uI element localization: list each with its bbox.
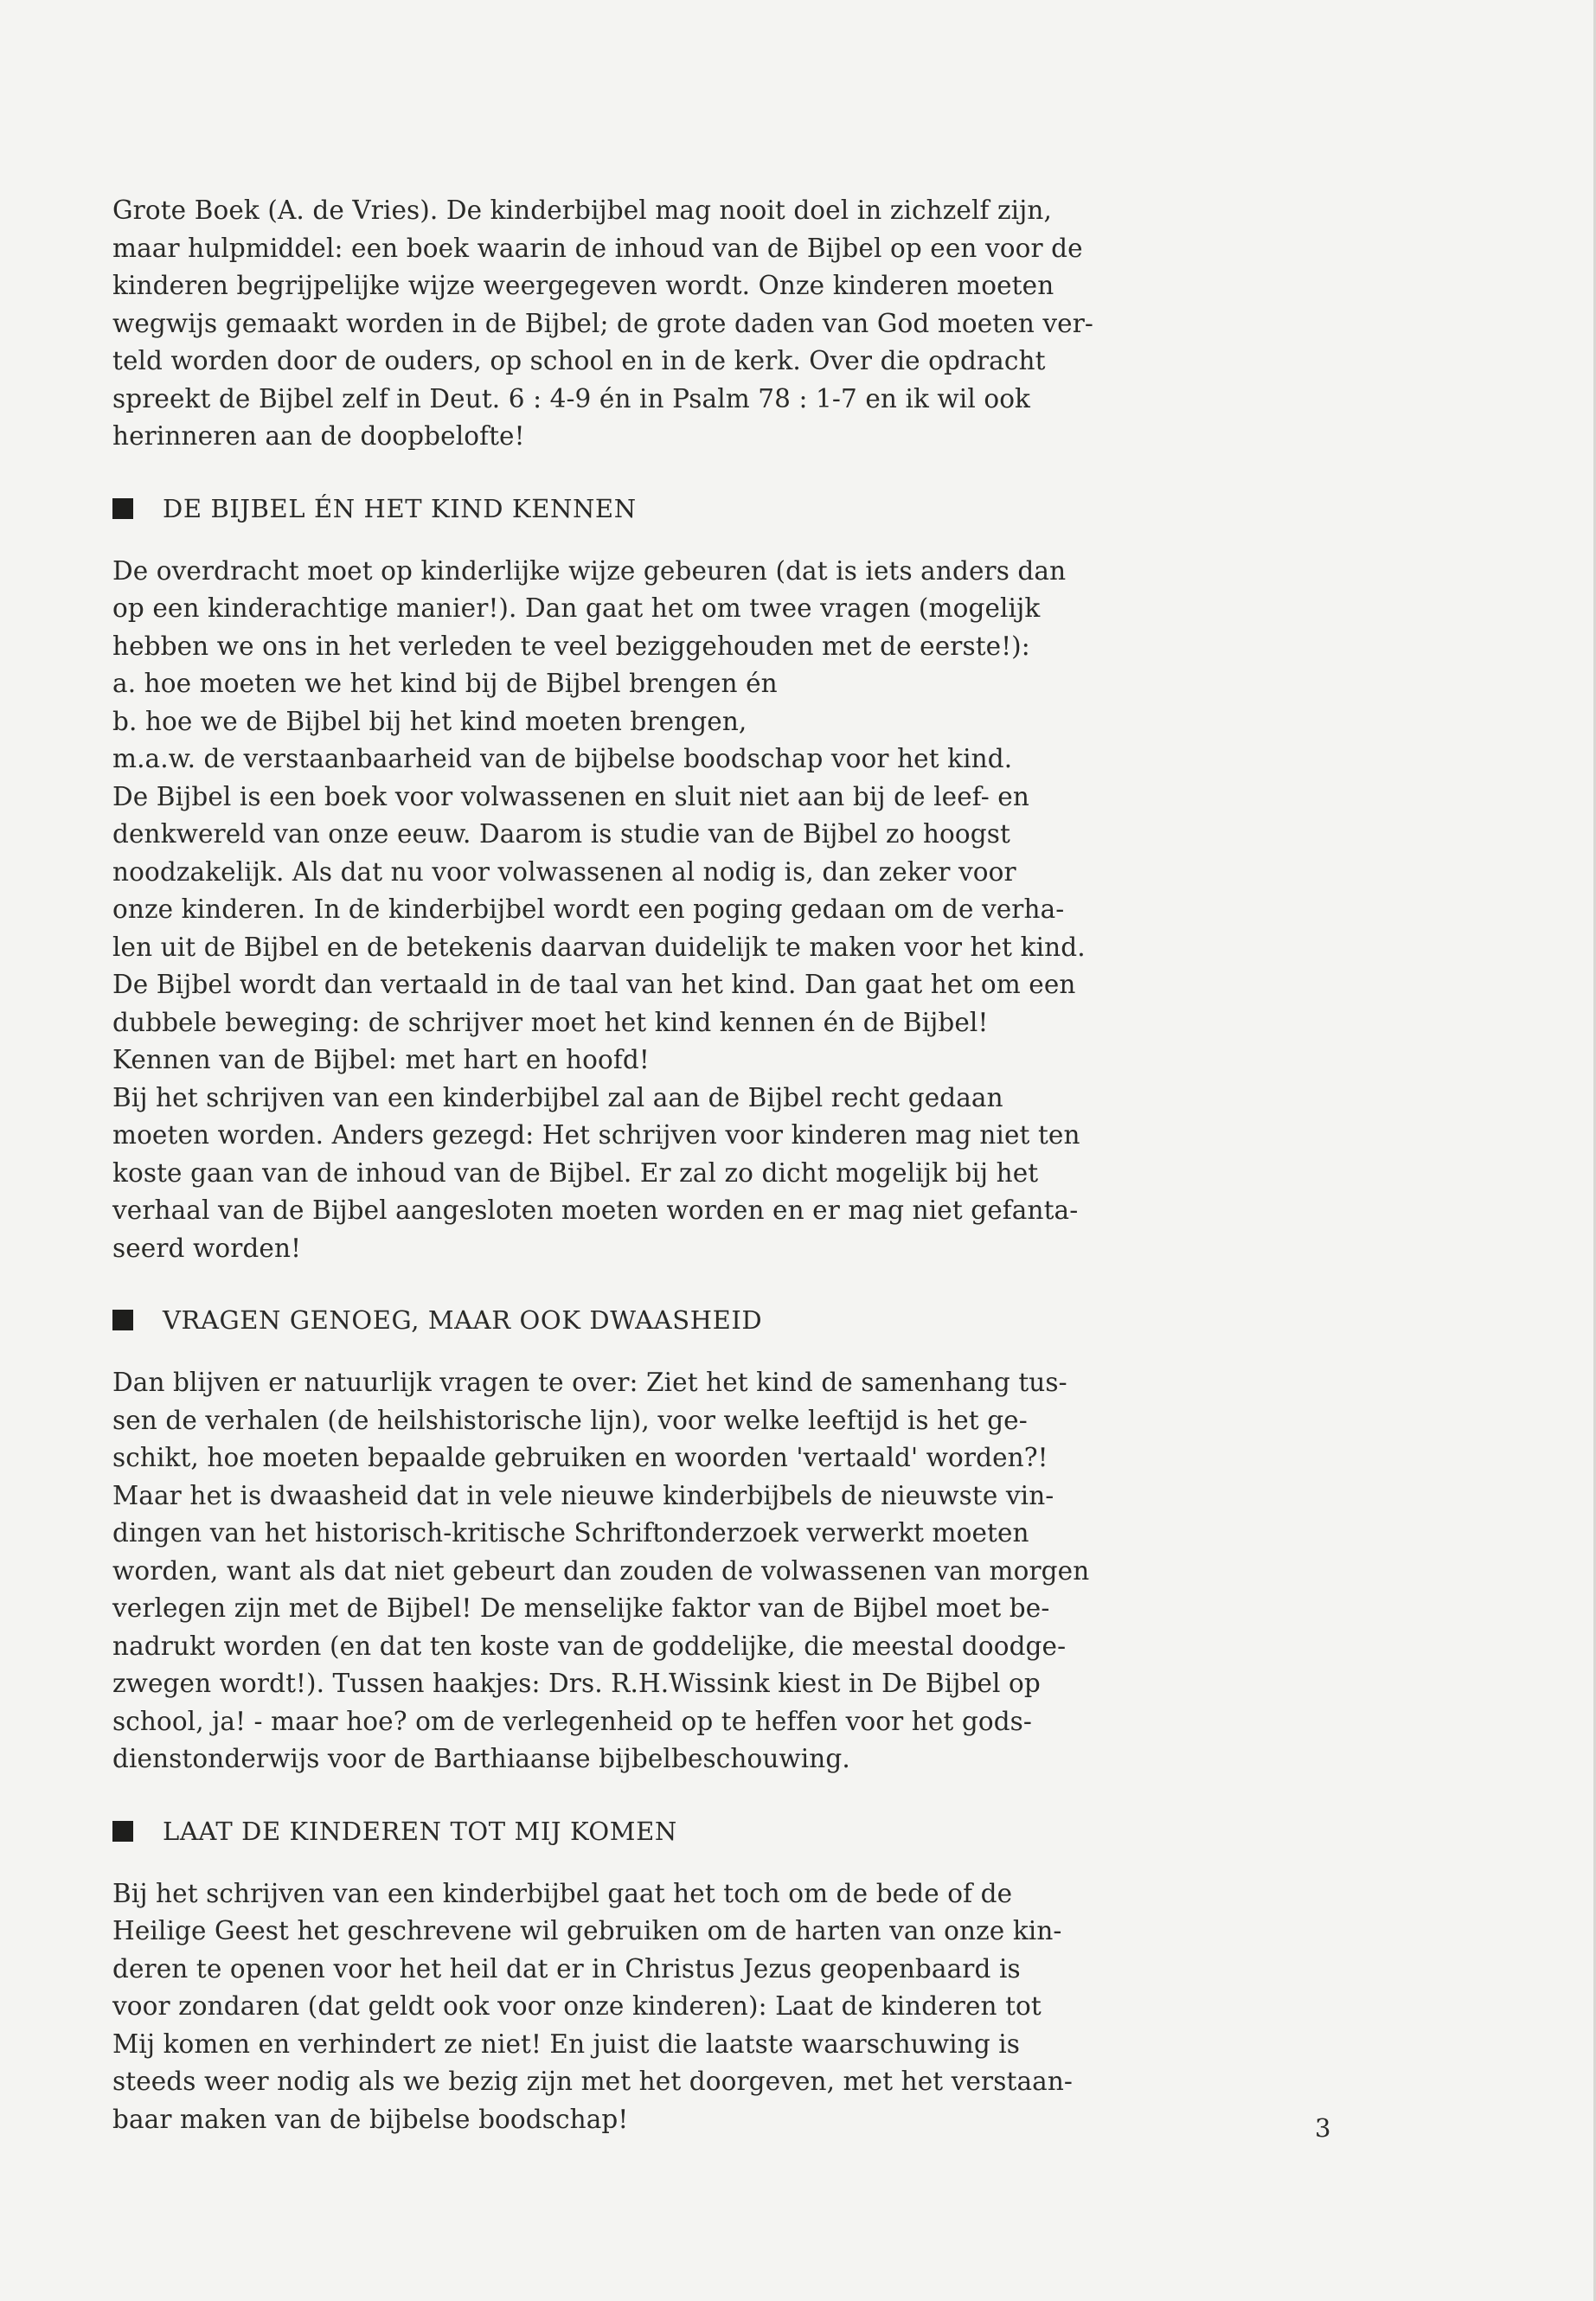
text-line: Heilige Geest het geschrevene wil gebruiken om de harten van onze kin- — [112, 1916, 1062, 1945]
text-line: Kennen van de Bijbel: met hart en hoofd! — [112, 1045, 650, 1074]
text-line: verlegen zijn met de Bijbel! De menselijke faktor van de Bijbel moet be- — [112, 1593, 1050, 1623]
text-line: seerd worden! — [112, 1233, 302, 1263]
section-heading-text: LAAT DE KINDEREN TOT MIJ KOMEN — [163, 1816, 677, 1846]
text-line: maar hulpmiddel: een boek waarin de inhoud van de Bijbel op een voor de — [112, 233, 1083, 263]
text-line: steeds weer nodig als we bezig zijn met het doorgeven, met het verstaan- — [112, 2067, 1073, 2096]
text-line: len uit de Bijbel en de betekenis daarvan duidelijk te maken voor het kind. — [112, 932, 1086, 962]
text-line: moeten worden. Anders gezegd: Het schrijven voor kinderen mag niet ten — [112, 1120, 1080, 1150]
text-line: deren te openen voor het heil dat er in Christus Jezus geopenbaard is — [112, 1953, 1021, 1984]
text-line: dubbele beweging: de schrijver moet het kind kennen én de Bijbel! — [112, 1007, 989, 1037]
text-line: dienstonderwijs voor de Barthiaanse bijbelbeschouwing. — [112, 1744, 850, 1773]
text-line: spreekt de Bijbel zelf in Deut. 6 : 4-9 én in Psalm 78 : 1-7 en ik wil ook — [112, 383, 1031, 413]
text-line: koste gaan van de inhoud van de Bijbel. Er zal zo dicht mogelijk bij het — [112, 1157, 1039, 1188]
text-line: Maar het is dwaasheid dat in vele nieuwe kinderbijbels de nieuwste vin- — [112, 1480, 1054, 1510]
text-line: b. hoe we de Bijbel bij het kind moeten brengen, — [112, 706, 747, 736]
page-content — [112, 192, 1358, 2138]
text-line: Bij het schrijven van een kinderbijbel zal aan de Bijbel recht gedaan — [112, 1082, 1003, 1112]
text-line: Dan blijven er natuurlijk vragen te over: Ziet het kind de samenhang tus- — [112, 1368, 1067, 1397]
text-line: De overdracht moet op kinderlijke wijze gebeuren (dat is iets anders dan — [112, 555, 1067, 586]
text-line: voor zondaren (dat geldt ook voor onze kinderen): Laat de kinderen tot — [112, 1991, 1042, 2021]
intro-paragraph — [112, 192, 1358, 456]
text-line: hebben we ons in het verleden te veel beziggehouden met de eerste!): — [112, 631, 1030, 661]
text-line: herinneren aan de doopbelofte! — [112, 421, 525, 451]
section-paragraph — [112, 553, 1358, 1268]
bullet-square-icon — [112, 1821, 133, 1842]
bullet-square-icon — [112, 1310, 133, 1330]
section-heading-text: VRAGEN GENOEG, MAAR OOK DWAASHEID — [163, 1305, 763, 1335]
text-line: zwegen wordt!). Tussen haakjes: Drs. R.H.Wissink kiest in De Bijbel op — [112, 1669, 1041, 1698]
text-line: dingen van het historisch-kritische Schriftonderzoek verwerkt moeten — [112, 1518, 1029, 1548]
text-line: op een kinderachtige manier!). Dan gaat het om twee vragen (mogelijk — [112, 593, 1041, 623]
text-line: baar maken van de bijbelse boodschap! — [112, 2104, 629, 2134]
section-paragraph — [112, 1364, 1358, 1779]
section-heading-vragen-genoeg — [112, 1305, 1358, 1335]
page-number: 3 — [1315, 2113, 1331, 2143]
text-line: noodzakelijk. Als dat nu voor volwassenen al nodig is, dan zeker voor — [112, 856, 1016, 887]
text-line: Grote Boek (A. de Vries). De kinderbijbel mag nooit doel in zichzelf zijn, — [112, 195, 1052, 225]
section-heading-text: DE BIJBEL ÉN HET KIND KENNEN — [163, 493, 637, 523]
text-line: a. hoe moeten we het kind bij de Bijbel brengen én — [112, 669, 778, 698]
text-line: schikt, hoe moeten bepaalde gebruiken en woorden 'vertaald' worden?! — [112, 1443, 1048, 1472]
text-line: De Bijbel wordt dan vertaald in de taal van het kind. Dan gaat het om een — [112, 970, 1076, 999]
text-line: verhaal van de Bijbel aangesloten moeten worden en er mag niet gefanta- — [112, 1195, 1079, 1225]
text-line: De Bijbel is een boek voor volwassenen en sluit niet aan bij de leef- en — [112, 781, 1029, 811]
section-paragraph — [112, 1875, 1358, 2139]
text-line: denkwereld van onze eeuw. Daarom is studie van de Bijbel zo hoogst — [112, 819, 1010, 849]
text-line: wegwijs gemaakt worden in de Bijbel; de grote daden van God moeten ver- — [112, 308, 1093, 338]
text-line: school, ja! - maar hoe? om de verlegenheid op te heffen voor het gods- — [112, 1706, 1032, 1736]
text-line: kinderen begrijpelijke wijze weergegeven wordt. Onze kinderen moeten — [112, 271, 1054, 300]
text-line: sen de verhalen (de heilshistorische lijn), voor welke leeftijd is het ge- — [112, 1405, 1028, 1435]
text-line: Bij het schrijven van een kinderbijbel gaat het toch om de bede of de — [112, 1878, 1013, 1908]
text-line: nadrukt worden (en dat ten koste van de goddelijke, die meestal doodge- — [112, 1631, 1067, 1661]
text-line: teld worden door de ouders, op school en in de kerk. Over die opdracht — [112, 346, 1046, 375]
section-heading-de-bijbel-en-het-kind-kennen — [112, 494, 1358, 523]
text-line: onze kinderen. In de kinderbijbel wordt een poging gedaan om de verha- — [112, 894, 1065, 924]
section-heading-laat-de-kinderen — [112, 1817, 1358, 1846]
bullet-square-icon — [112, 498, 133, 519]
text-line: Mij komen en verhindert ze niet! En juist die laatste waarschuwing is — [112, 2029, 1021, 2059]
text-line: m.a.w. de verstaanbaarheid van de bijbelse boodschap voor het kind. — [112, 744, 1013, 773]
text-line: worden, want als dat niet gebeurt dan zouden de volwassenen van morgen — [112, 1555, 1090, 1586]
